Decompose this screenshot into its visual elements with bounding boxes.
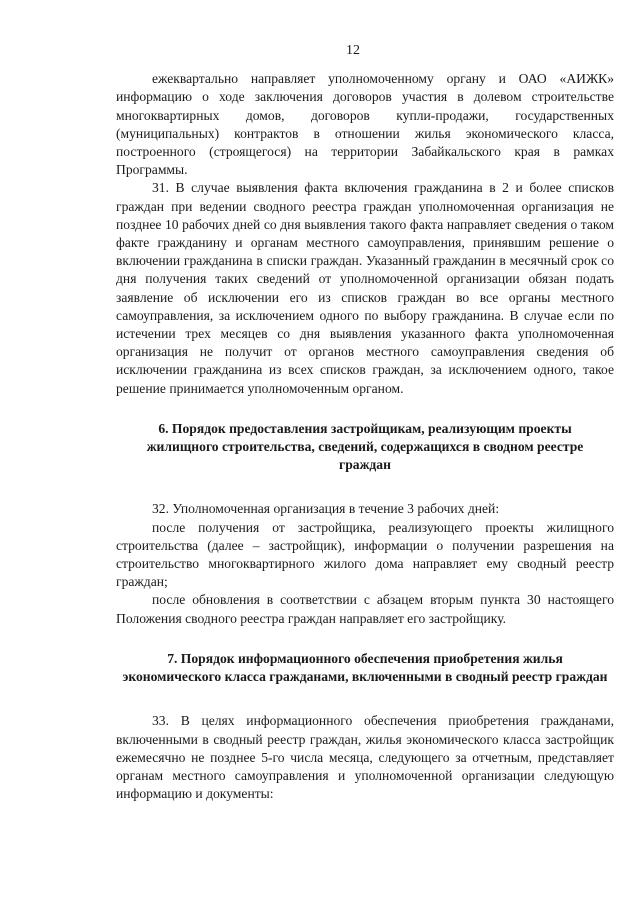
paragraph-quarterly-report: ежеквартально направляет уполномоченному органу и ОАО «АИЖК» информацию о ходе заключения договоров участия в долевом строительстве многоквартирных домов, договоров купли-продажи, государственных (муниципальных) контрактов в отношении жилья экономического класса, построенного (строящегося) на территории Забайкальского края в рамках Программы. — [116, 71, 614, 178]
paragraph-31: 31. В случае выявления факта включения гражданина в 2 и более списков граждан при ведении сводного реестра граждан уполномоченная организация не позднее 10 рабочих дней со дня выявления такого факта направляет сведения о таком факте гражданину и органам местного самоуправления, принявшим решение о включении гражданина в списки граждан. Указанный гражданин в месячный срок со дня получения таких сведений от уполномоченной организации обязан подать заявление об исключении его из списков граждан во все органы местного самоуправления, за исключением одного по выбору гражданина. В случае если по истечении трех месяцев со дня выявления указанного факта уполномоченная организация не получит от органов местного самоуправления сведения об исключении гражданина из всех списков граждан, за исключением одного, такое решение принимается уполномоченным органом. — [116, 180, 614, 396]
paragraph-32: 32. Уполномоченная организация в течение 3 рабочих дней: — [152, 501, 500, 517]
paragraph-32-item-1: после получения от застройщика, реализующего проекты жилищного строительства (далее – застройщик), информации о получении разрешения на строительство многоквартирного жилого дома направляет ему сводный реестр граждан; — [116, 519, 614, 590]
paragraph-33: 33. В целях информационного обеспечения приобретения гражданами, включенными в сводный реестр граждан, жилья экономического класса застройщик ежемесячно не позднее 5-го числа месяца, следующего за отчетным, представляет органам местного самоуправления и уполномоченной организации следующую информацию и документы: — [116, 713, 614, 802]
section-6-heading: 6. Порядок предоставления застройщикам, реализующим проекты жилищного строительства, сведений, содержащихся в сводном реестре граждан — [146, 420, 584, 473]
section-7-heading: 7. Порядок информационного обеспечения приобретения жилья экономического класса гражданами, включенными в сводный реестр граждан — [122, 650, 608, 685]
page-number: 12 — [346, 43, 360, 58]
paragraph-32-item-2: после обновления в соответствии с абзацем вторым пункта 30 настоящего Положения сводного реестра граждан направляет его застройщику. — [116, 592, 614, 626]
